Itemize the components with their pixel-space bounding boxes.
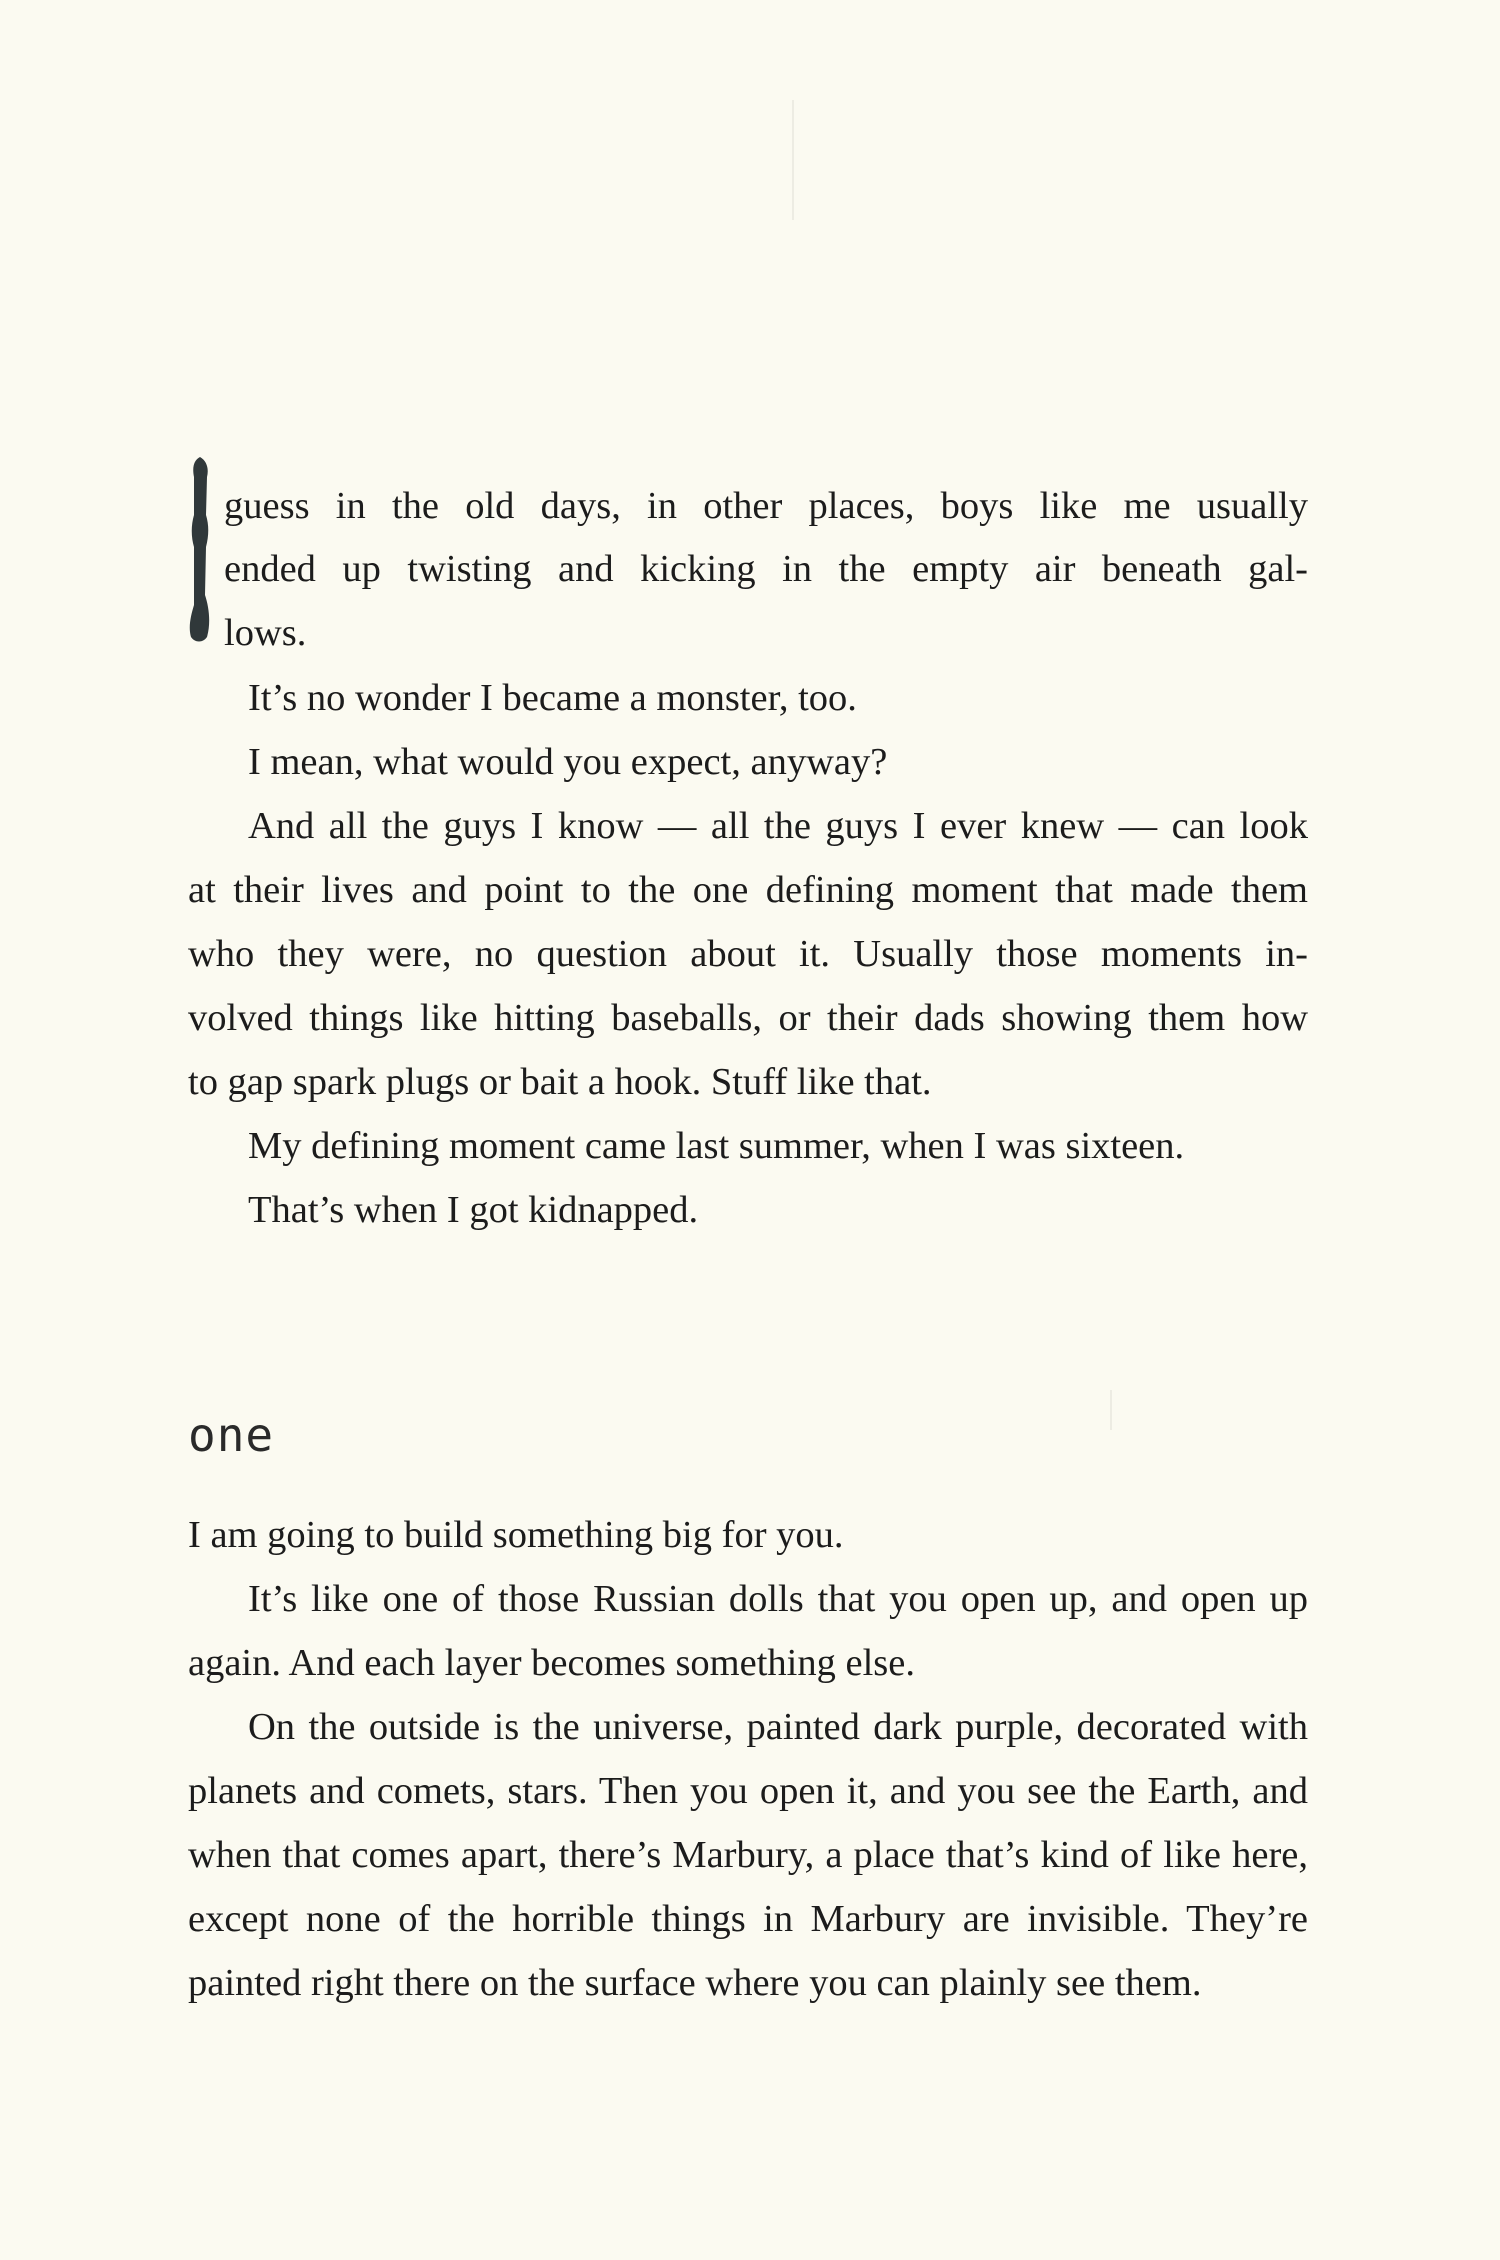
text-line: to gap spark plugs or bait a hook. Stuff like that.: [188, 1061, 932, 1103]
text-line: It’s no wonder I became a monster, too.: [248, 677, 857, 719]
text-line: who they were, no question about it. Usually those moments in-: [188, 933, 1308, 975]
text-line: I mean, what would you expect, anyway?: [248, 741, 888, 783]
text-line: at their lives and point to the one defining moment that made them: [188, 869, 1308, 911]
text-line: I am going to build something big for you.: [188, 1514, 844, 1556]
scan-artifact: [792, 100, 794, 220]
text-line: It’s like one of those Russian dolls that you open up, and open up: [248, 1578, 1308, 1620]
text-line: when that comes apart, there’s Marbury, a place that’s kind of like here,: [188, 1834, 1308, 1876]
drop-cap: [185, 455, 215, 645]
text-line: planets and comets, stars. Then you open it, and you see the Earth, and: [188, 1770, 1308, 1812]
text-line: On the outside is the universe, painted dark purple, decorated with: [248, 1706, 1308, 1748]
text-line: ended up twisting and kicking in the empty air beneath gal-: [224, 548, 1308, 590]
text-line: guess in the old days, in other places, boys like me usually: [224, 485, 1308, 527]
text-line: That’s when I got kidnapped.: [248, 1189, 699, 1231]
text-line: painted right there on the surface where you can plainly see them.: [188, 1962, 1202, 2004]
text-line: again. And each layer becomes something else.: [188, 1642, 915, 1684]
text-line: My defining moment came last summer, when I was sixteen.: [248, 1125, 1185, 1167]
text-line: And all the guys I know — all the guys I ever knew — can look: [248, 805, 1308, 847]
text-line: lows.: [224, 612, 307, 654]
text-line: volved things like hitting baseballs, or their dads showing them how: [188, 997, 1308, 1039]
chapter-heading: one: [188, 1408, 275, 1462]
text-line: except none of the horrible things in Marbury are invisible. They’re: [188, 1898, 1308, 1940]
scan-artifact: [1110, 1390, 1112, 1430]
